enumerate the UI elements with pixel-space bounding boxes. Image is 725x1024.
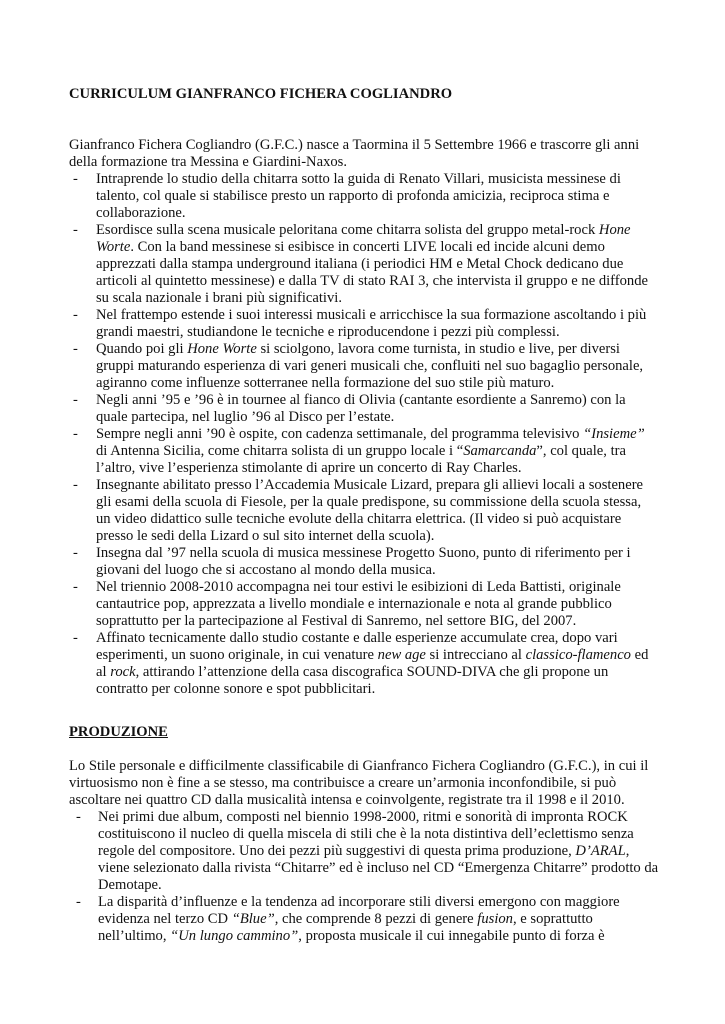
production-heading: PRODUZIONE xyxy=(69,724,168,740)
text-run: , attirando l’attenzione della casa discografica SOUND-DIVA che gli propone un contratto per colonne sonore e spot pubblicitari. xyxy=(96,664,609,697)
list-item xyxy=(69,307,659,341)
list-item xyxy=(76,894,659,945)
list-dash: - xyxy=(73,477,78,493)
list-dash: - xyxy=(73,630,78,646)
list-dash: - xyxy=(73,426,78,442)
text-run: Sempre negli anni ’90 è ospite, con cadenza settimanale, del programma televisivo xyxy=(96,426,584,442)
list-item xyxy=(69,222,659,307)
production-intro: Lo Stile personale e difficilmente classificabile di Gianfranco Fichera Cogliandro (G.F.C.), in cui il virtuosismo non è fine a se stesso, ma contribuisce a creare un’armonia inconfondibile, si può ascoltare nei quattro CD dalla musicalità intensa e coinvolgente, registrate tra il 1998 e il 2010. xyxy=(69,758,649,808)
list-dash: - xyxy=(73,392,78,408)
italic-text: D’ARAL xyxy=(575,843,626,859)
list-dash: - xyxy=(76,894,81,910)
italic-text: “Un lungo cammino” xyxy=(170,928,299,944)
text-run: , e soprattutto nell’ultimo, xyxy=(98,911,593,944)
text-run: Nel frattempo estende i suoi interessi musicali e arricchisce la sua formazione ascoltando i più grandi maestri, studiandone le tecniche e riproducendone i pezzi più complessi. xyxy=(96,307,647,340)
text-run: Insegna dal ’97 nella scuola di musica messinese Progetto Suono, punto di riferimento per i giovani del luogo che si accostano al mondo della musica. xyxy=(96,545,631,578)
text-run: si sciolgono, lavora come turnista, in studio e live, per diversi gruppi maturando esperienza di vari generi musicali che, confluiti nel suo bagaglio personale, agiranno come influenze sotterranee nella formazione del suo stile più maturo. xyxy=(96,341,644,391)
list-item xyxy=(69,341,659,392)
document-title: CURRICULUM GIANFRANCO FICHERA COGLIANDRO xyxy=(69,86,453,102)
text-run: si intrecciano al xyxy=(425,647,526,663)
list-dash: - xyxy=(73,307,78,323)
bio-intro: Gianfranco Fichera Cogliandro (G.F.C.) nasce a Taormina il 5 Settembre 1966 e trascorre gli anni della formazione tra Messina e Giardini-Naxos. xyxy=(69,137,640,170)
bio-list xyxy=(69,171,659,698)
text-run: di Antenna Sicilia, come chitarra solista di un gruppo locale i “ xyxy=(96,443,464,459)
list-item xyxy=(69,392,659,426)
text-run: Negli anni ’95 e ’96 è in tournee al fianco di Olivia (cantante esordiente a Sanremo) con la quale partecipa, nel luglio ’96 al Disco per l’estate. xyxy=(96,392,626,425)
italic-text: new age xyxy=(377,647,426,663)
list-dash: - xyxy=(73,171,78,187)
italic-text: classico-flamenco xyxy=(525,647,631,663)
text-run: Esordisce sulla scena musicale peloritana come chitarra solista del gruppo metal-rock xyxy=(96,222,599,238)
text-run: La disparità d’influenze e la tendenza ad incorporare stili diversi emergono con maggiore evidenza nel terzo CD xyxy=(98,894,620,927)
list-dash: - xyxy=(73,545,78,561)
italic-text: fusion xyxy=(477,911,513,927)
text-run: , che comprende 8 pezzi di genere xyxy=(274,911,478,927)
italic-text: Hone Worte xyxy=(187,341,257,357)
italic-text: “Blue” xyxy=(231,911,275,927)
text-run: . Con la band messinese si esibisce in concerti LIVE locali ed incide alcuni demo apprezzati dalla stampa underground italiana (i periodici HM e Metal Chock dedicano due articoli al quintetto messinese) e dalla TV di stato RAI 3, che intervista il gruppo e ne diffonde su scala nazionale i brani più significativi. xyxy=(96,239,648,306)
list-dash: - xyxy=(76,809,81,825)
text-run: , viene selezionato dalla rivista “Chitarre” ed è incluso nel CD “Emergenza Chitarre” prodotto da Demotape. xyxy=(98,843,659,893)
list-dash: - xyxy=(73,579,78,595)
list-item xyxy=(69,477,659,545)
list-item xyxy=(69,545,659,579)
text-run: Affinato tecnicamente dallo studio costante e dalle esperienze accumulate crea, dopo vari esperimenti, un suono originale, in cui venature xyxy=(96,630,618,663)
text-run: Insegnante abilitato presso l’Accademia Musicale Lizard, prepara gli allievi locali a sostenere gli esami della scuola di Fiesole, per la quale predispone, su commissione della scuola stessa, un video didattico sulle tecniche evolute della chitarra elettrica. (Il video si può acquistare presso le sedi della Lizard o sul sito internet della scuola). xyxy=(96,477,644,544)
list-item xyxy=(69,171,659,222)
text-run: ed al xyxy=(96,647,649,680)
list-dash: - xyxy=(73,222,78,238)
italic-text: rock xyxy=(110,664,136,680)
production-list xyxy=(76,809,659,945)
text-run: ”, col quale, tra l’altro, vive l’esperienza stimolante di aprire un concerto di Ray Charles. xyxy=(96,443,626,476)
text-run: Quando poi gli xyxy=(96,341,188,357)
list-item xyxy=(69,579,659,630)
list-dash: - xyxy=(73,341,78,357)
text-run: Nel triennio 2008-2010 accompagna nei tour estivi le esibizioni di Leda Battisti, originale cantautrice pop, apprezzata a livello mondiale e internazionale e nota al grande pubblico soprattutto per la partecipazione al Festival di Sanremo, nel settore BIG, del 2007. xyxy=(96,579,621,629)
text-run: Nei primi due album, composti nel biennio 1998-2000, ritmi e sonorità di impronta ROCK costituiscono il nucleo di quella miscela di stili che è la nota distintiva dell’eclettismo senza regole del compositore. Uno dei pezzi più suggestivi di questa prima produzione, xyxy=(98,809,634,859)
text-run: Intraprende lo studio della chitarra sotto la guida di Renato Villari, musicista messinese di talento, col quale si stabilisce presto un rapporto di profonda amicizia, reciproca stima e collaborazione. xyxy=(96,171,621,221)
italic-text: Hone Worte xyxy=(96,222,631,255)
list-item xyxy=(76,809,659,894)
italic-text: Samarcanda xyxy=(463,443,537,459)
italic-text: “Insieme” xyxy=(583,426,645,442)
text-run: , proposta musicale il cui innegabile punto di forza è xyxy=(298,928,605,944)
list-item xyxy=(69,630,659,698)
list-item xyxy=(69,426,659,477)
